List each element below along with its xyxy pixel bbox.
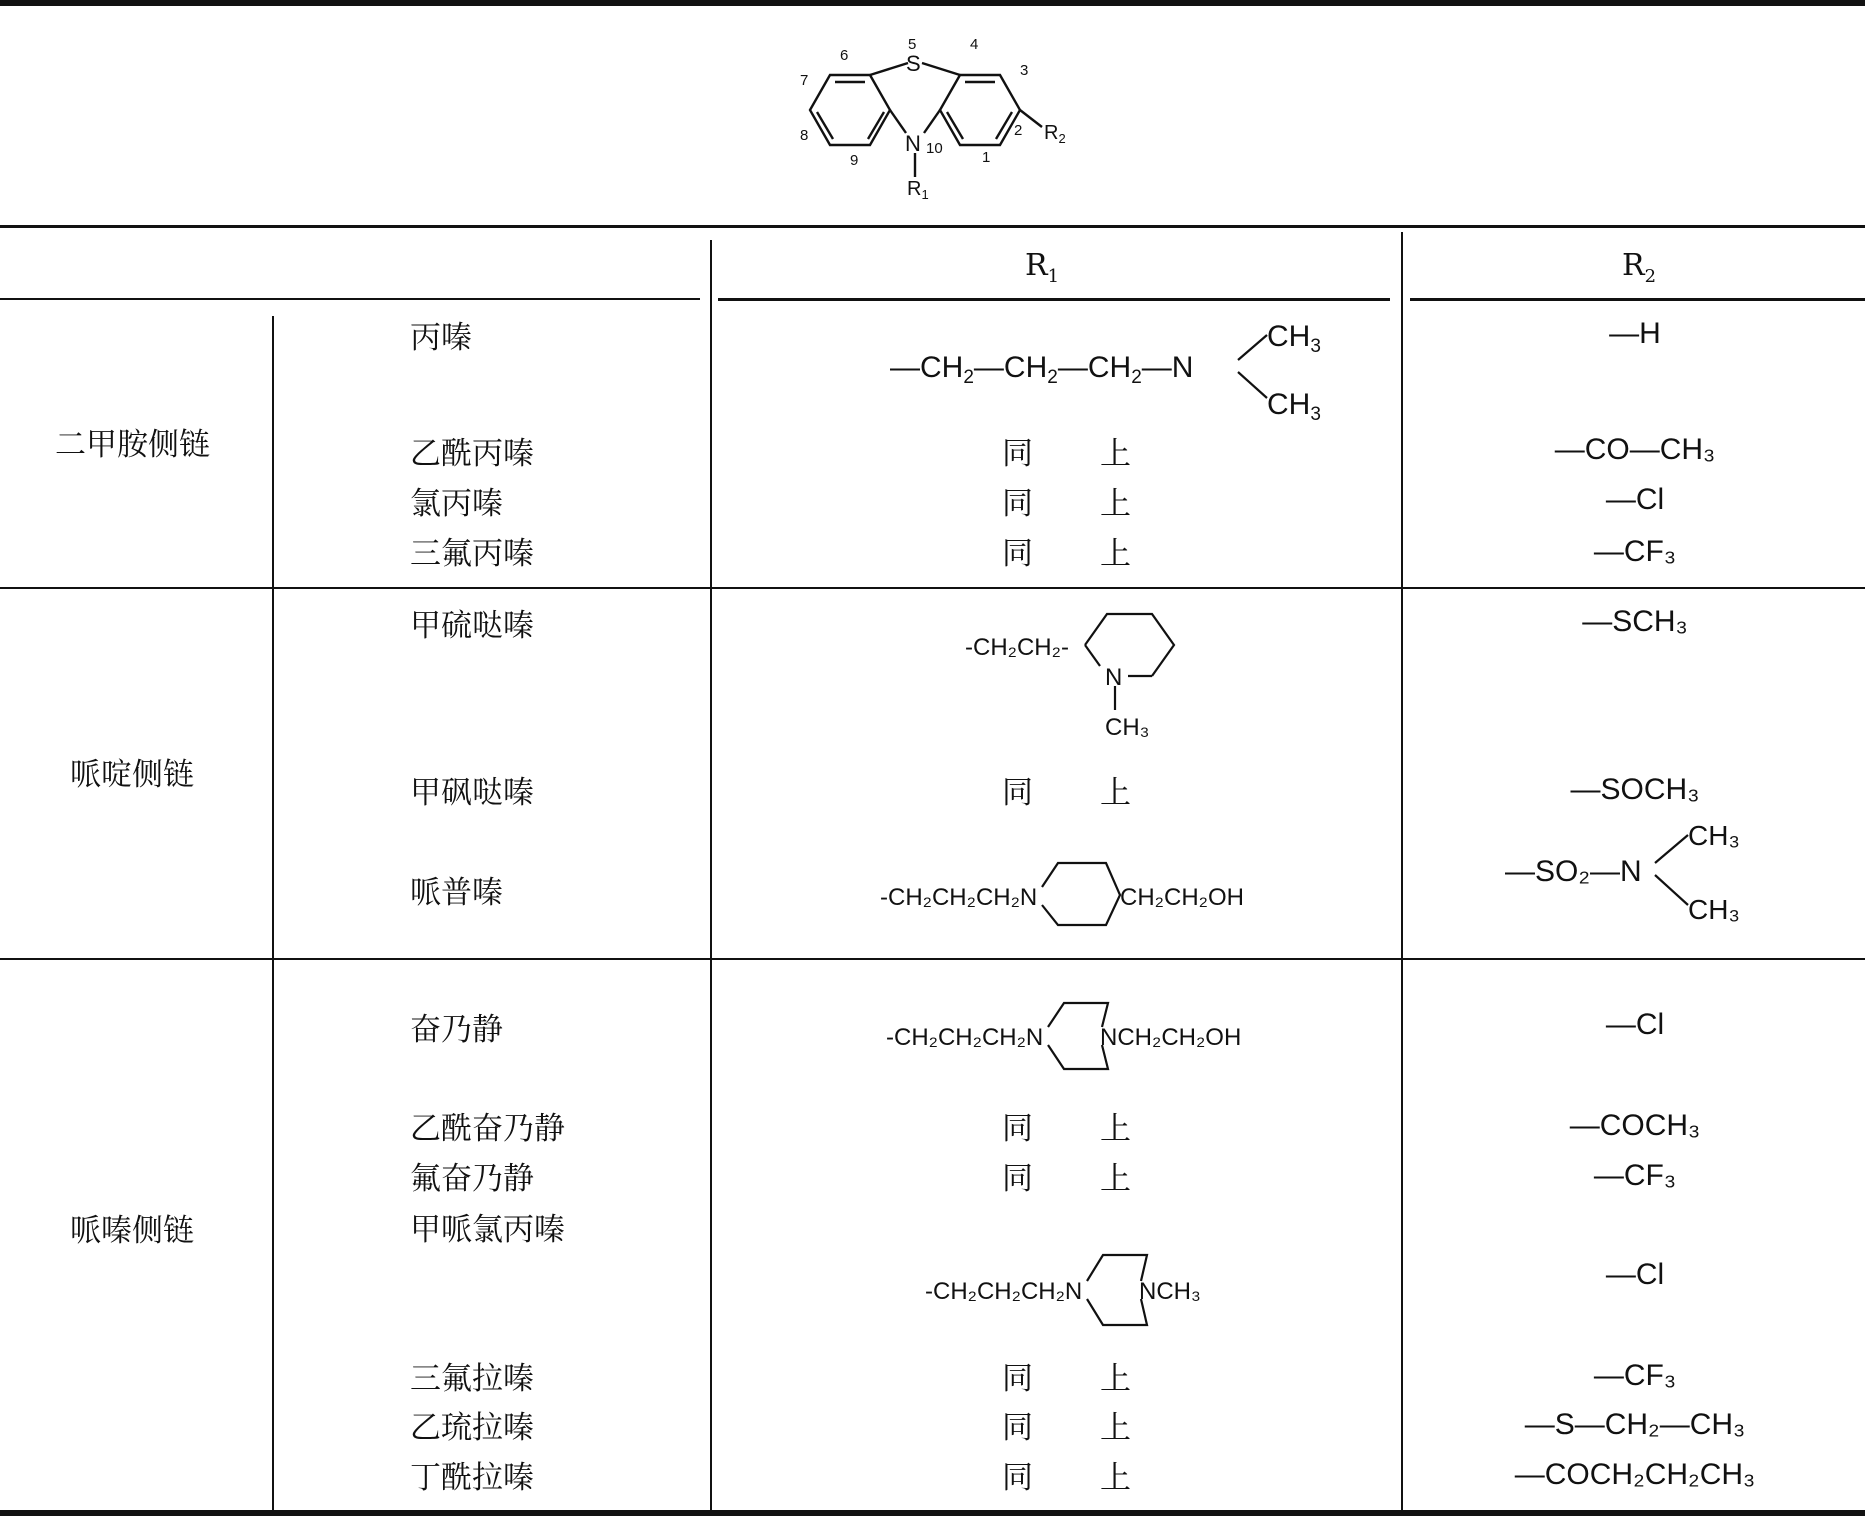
bottom-rule xyxy=(0,1510,1865,1516)
same-as-above: 上 xyxy=(1100,1460,1131,1496)
r2-value: —SOCH₃ xyxy=(1570,773,1700,806)
group-name-piperidine: 哌啶侧链 xyxy=(70,757,194,793)
col-divider-group xyxy=(272,316,274,1510)
svg-text:CH₃: CH₃ xyxy=(1688,894,1740,925)
drug-name: 甲哌氯丙嗪 xyxy=(410,1212,565,1248)
same-as-above: 上 xyxy=(1100,1410,1131,1446)
r2-value: —COCH₂CH₂CH₃ xyxy=(1514,1458,1756,1491)
r2-value: —CF₃ xyxy=(1593,1159,1677,1192)
col-divider-r2 xyxy=(1401,232,1403,1510)
same-as-above: 上 xyxy=(1100,1161,1131,1197)
drug-name: 甲砜哒嗪 xyxy=(410,775,534,811)
pos-6-label: 6 xyxy=(840,47,849,64)
svg-text:-CH₂CH₂CH₂N: -CH₂CH₂CH₂N xyxy=(925,1278,1083,1305)
pos-8-label: 8 xyxy=(800,127,809,144)
same-as-above: 上 xyxy=(1100,1361,1131,1397)
svg-text:NCH₃: NCH₃ xyxy=(1139,1278,1201,1305)
svg-text:-CH₂CH₂-: -CH₂CH₂- xyxy=(965,634,1069,661)
r2-value: —Cl xyxy=(1605,483,1665,516)
r2-label: $R_2$ xyxy=(1044,122,1066,146)
drug-name: 乙酰奋乃静 xyxy=(410,1111,565,1147)
svg-text:N: N xyxy=(1105,664,1123,691)
same-as-above: 同 xyxy=(1002,1410,1033,1446)
r2-value: —S—CH₂—CH₃ xyxy=(1524,1408,1746,1441)
r2-value: —H xyxy=(1609,317,1661,350)
same-as-above: 上 xyxy=(1100,1111,1131,1147)
nitrogen-atom: N xyxy=(905,131,921,156)
sulfur-atom: S xyxy=(906,51,921,76)
drug-name: 乙酰丙嗪 xyxy=(410,436,534,472)
svg-text:CH3: $CH_3$ xyxy=(1267,388,1321,420)
same-as-above: 同 xyxy=(1002,486,1033,522)
r2-value: —CF₃ xyxy=(1593,1359,1677,1392)
header-bottom-rule-mid xyxy=(718,298,1390,301)
svg-text:CH₃: CH₃ xyxy=(1105,714,1150,741)
svg-text:-CH₂CH₂CH₂N: -CH₂CH₂CH₂N xyxy=(880,884,1038,911)
header-r1: $R_1$ xyxy=(1025,248,1060,287)
drug-name: 甲硫哒嗪 xyxy=(410,608,534,644)
same-as-above: 上 xyxy=(1100,536,1131,572)
same-as-above: 同 xyxy=(1002,1361,1033,1397)
r2-value: —CO—CH₃ xyxy=(1554,433,1716,466)
svg-text:NCH₂CH₂OH: NCH₂CH₂OH xyxy=(1100,1024,1242,1051)
same-as-above: 同 xyxy=(1002,1460,1033,1496)
r2-value: —Cl xyxy=(1605,1258,1665,1291)
svg-text:CH3: $CH_3$ xyxy=(1267,320,1321,357)
r2-dimethylsulfamoyl xyxy=(1500,815,1780,925)
svg-text:-CH₂CH₂CH₂N: -CH₂CH₂CH₂N xyxy=(886,1024,1044,1051)
drug-name: 奋乃静 xyxy=(410,1012,503,1048)
group-name-piperazine: 哌嗪侧链 xyxy=(70,1213,194,1249)
same-as-above: 同 xyxy=(1002,436,1033,472)
r1-label: $R_1$ xyxy=(907,178,929,202)
same-as-above: 同 xyxy=(1002,775,1033,811)
header-top-rule xyxy=(0,225,1865,228)
r2-value: —CF₃ xyxy=(1593,535,1677,568)
svg-text:CH₂CH₂OH: CH₂CH₂OH xyxy=(1120,884,1244,911)
drug-name: 丁酰拉嗪 xyxy=(410,1460,534,1496)
drug-name: 哌普嗪 xyxy=(410,875,503,911)
group1-bottom-rule xyxy=(0,587,1865,589)
r1-piperazinylpropyl-hydroxyethyl xyxy=(880,995,1280,1075)
svg-text:—SO₂—N: —SO₂—N xyxy=(1505,855,1642,888)
same-as-above: 同 xyxy=(1002,536,1033,572)
group-name-dimethylamine: 二甲胺侧链 xyxy=(55,427,210,463)
r1-methylpiperazinylpropyl xyxy=(925,1245,1225,1335)
r1-dimethylaminopropyl xyxy=(880,310,1340,420)
drug-name: 氟奋乃静 xyxy=(410,1161,534,1197)
header-r2: $R_2$ xyxy=(1622,248,1657,287)
r2-value: —Cl xyxy=(1605,1008,1665,1041)
r2-value: —COCH₃ xyxy=(1569,1109,1701,1142)
header-bottom-rule-left xyxy=(0,298,700,300)
pos-3-label: 3 xyxy=(1020,62,1029,79)
same-as-above: 上 xyxy=(1100,775,1131,811)
pos-9-label: 9 xyxy=(850,152,859,169)
svg-text:—CH2—CH2—CH2—N: $—CH_2—CH_2—CH_2—N$ xyxy=(890,351,1194,388)
pos-1-label: 1 xyxy=(982,149,991,166)
r1-piperidinylpropyl-hydroxyethyl xyxy=(880,855,1280,935)
pos-7-label: 7 xyxy=(800,72,809,89)
same-as-above: 同 xyxy=(1002,1161,1033,1197)
svg-text:CH₃: CH₃ xyxy=(1688,820,1740,851)
col-divider-r1 xyxy=(710,240,712,1510)
drug-name: 三氟拉嗪 xyxy=(410,1361,534,1397)
pos-2-label: 2 xyxy=(1014,122,1023,139)
pos-10-label: 10 xyxy=(926,140,943,157)
r2-value: —SCH₃ xyxy=(1582,605,1688,638)
top-rule xyxy=(0,0,1865,6)
same-as-above: 同 xyxy=(1002,1111,1033,1147)
drug-name: 乙琉拉嗪 xyxy=(410,1410,534,1446)
drug-name: 三氟丙嗪 xyxy=(410,536,534,572)
r1-methylpiperidinylethyl xyxy=(960,600,1190,760)
header-bottom-rule-right xyxy=(1410,298,1865,301)
drug-name: 丙嗪 xyxy=(410,320,472,356)
drug-name: 氯丙嗪 xyxy=(410,486,503,522)
pos-4-label: 4 xyxy=(970,36,979,53)
phenothiazine-structure xyxy=(780,35,1100,205)
same-as-above: 上 xyxy=(1100,486,1131,522)
group2-bottom-rule xyxy=(0,958,1865,960)
pos-5-label: 5 xyxy=(908,36,917,53)
same-as-above: 上 xyxy=(1100,436,1131,472)
